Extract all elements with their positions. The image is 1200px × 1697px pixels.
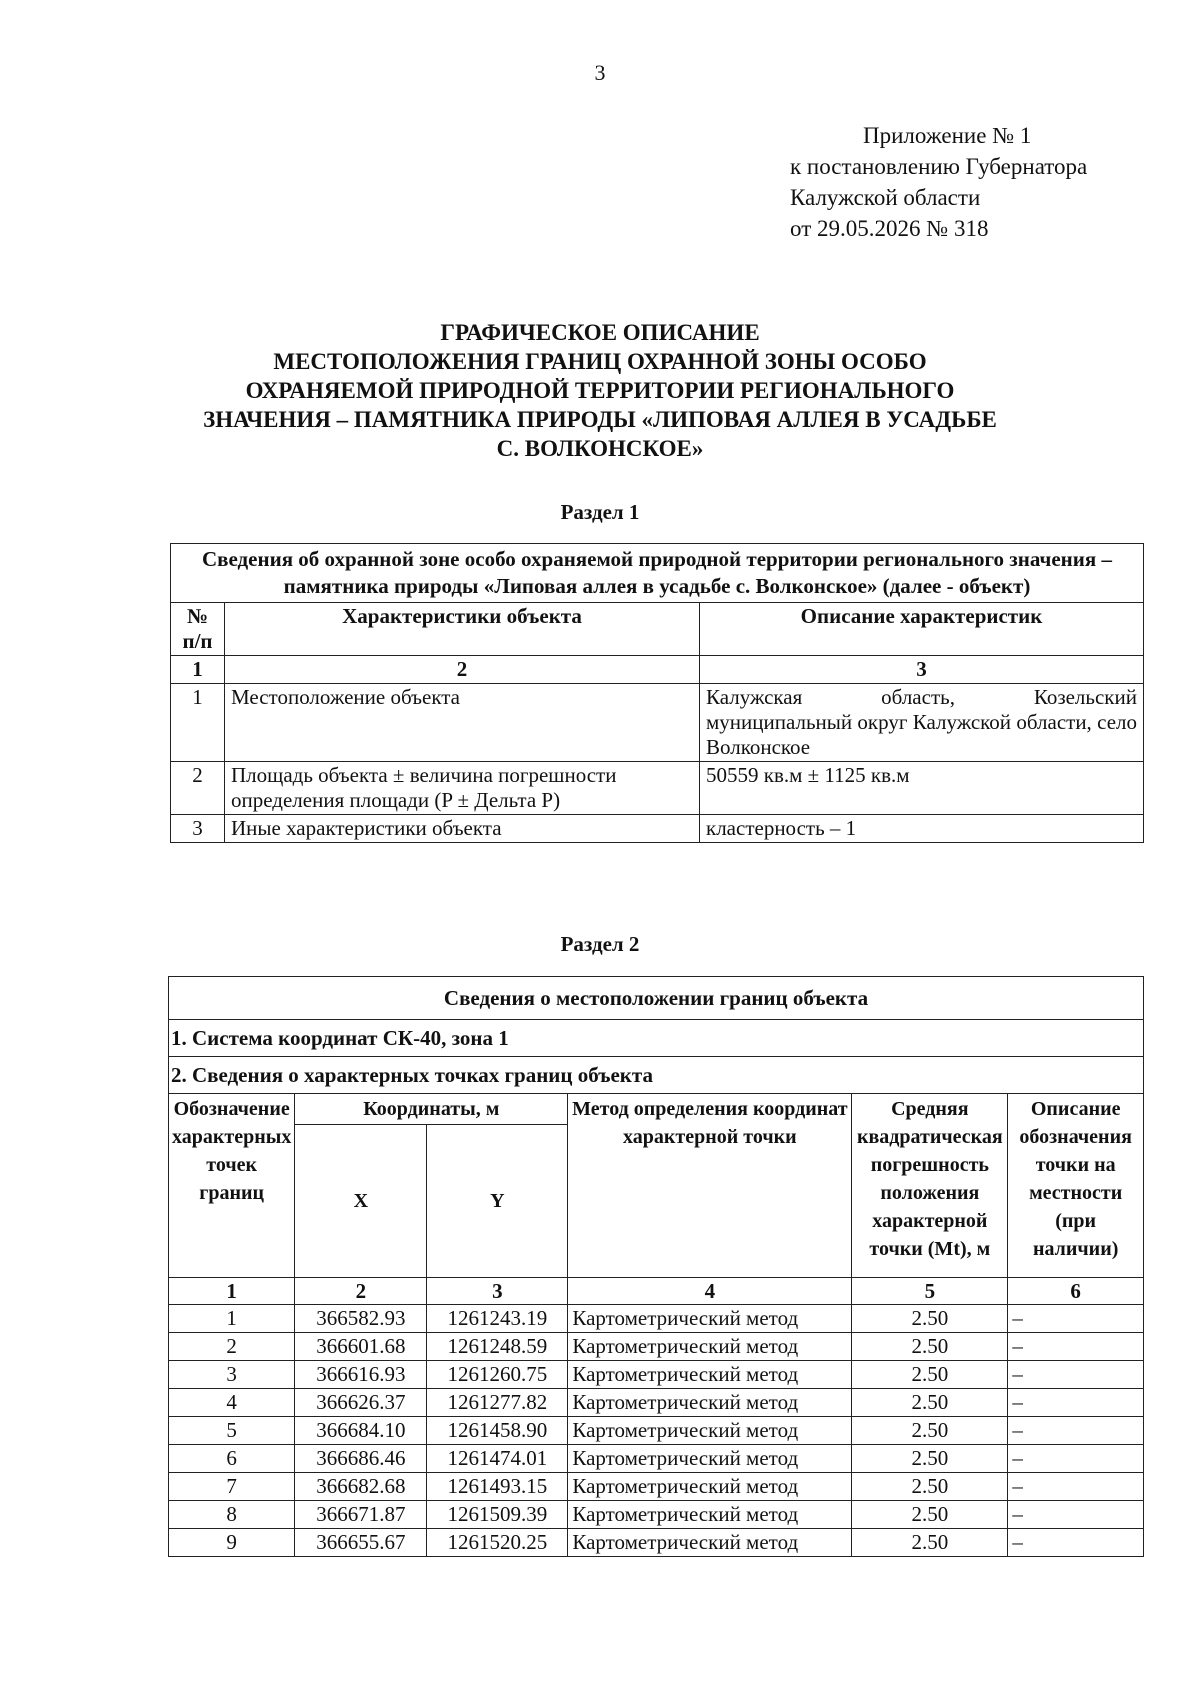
point-number: 1 [169, 1305, 295, 1333]
method: Картометрический метод [568, 1333, 852, 1361]
header-method: Метод определения координат характерной точки [568, 1094, 852, 1278]
method: Картометрический метод [568, 1305, 852, 1333]
point-number: 5 [169, 1417, 295, 1445]
title-line-2: МЕСТОПОЛОЖЕНИЯ ГРАНИЦ ОХРАННОЙ ЗОНЫ ОСОБО [273, 349, 927, 374]
row-characteristic: Иные характеристики объекта [225, 815, 700, 843]
point-description: – [1008, 1333, 1144, 1361]
method: Картометрический метод [568, 1529, 852, 1557]
coord-y: 1261509.39 [427, 1501, 568, 1529]
table-row [169, 1445, 1144, 1473]
table-row [169, 1305, 1144, 1333]
row-description: 50559 кв.м ± 1125 кв.м [700, 762, 1144, 815]
title-line-3: ОХРАНЯЕМОЙ ПРИРОДНОЙ ТЕРРИТОРИИ РЕГИОНАЛЬНОГО [245, 378, 955, 403]
points-heading: 2. Сведения о характерных точках границ объекта [169, 1057, 1144, 1094]
method: Картометрический метод [568, 1473, 852, 1501]
point-number: 2 [169, 1333, 295, 1361]
header-error: Средняя квадратическая погрешность положения характерной точки (Mt), м [852, 1094, 1008, 1278]
index-cell: 5 [852, 1278, 1008, 1305]
appendix-line-3: Калужской области [790, 185, 981, 210]
table-row [171, 815, 1144, 843]
appendix-line-1: Приложение № 1 [863, 123, 1032, 148]
mt-value: 2.50 [852, 1445, 1008, 1473]
section-1-table [170, 543, 1144, 843]
point-description: – [1008, 1305, 1144, 1333]
point-number: 6 [169, 1445, 295, 1473]
method: Картометрический метод [568, 1501, 852, 1529]
table-row [171, 684, 1144, 762]
point-number: 8 [169, 1501, 295, 1529]
index-cell: 1 [169, 1278, 295, 1305]
coordinate-system: 1. Система координат СК-40, зона 1 [169, 1020, 1144, 1057]
coord-x: 366582.93 [295, 1305, 427, 1333]
coord-x: 366682.68 [295, 1473, 427, 1501]
appendix-line-2: к постановлению Губернатора [790, 154, 1088, 179]
method: Картометрический метод [568, 1361, 852, 1389]
coord-y: 1261520.25 [427, 1529, 568, 1557]
point-description: – [1008, 1417, 1144, 1445]
mt-value: 2.50 [852, 1417, 1008, 1445]
table-row [171, 762, 1144, 815]
point-description: – [1008, 1501, 1144, 1529]
method: Картометрический метод [568, 1389, 852, 1417]
point-number: 3 [169, 1361, 295, 1389]
row-number: 3 [171, 815, 225, 843]
mt-value: 2.50 [852, 1473, 1008, 1501]
appendix-block [790, 120, 1087, 244]
section-2-caption: Сведения о местоположении границ объекта [169, 977, 1144, 1020]
mt-value: 2.50 [852, 1361, 1008, 1389]
table-row [169, 1473, 1144, 1501]
coord-y: 1261474.01 [427, 1445, 568, 1473]
method: Картометрический метод [568, 1445, 852, 1473]
table-row [169, 1417, 1144, 1445]
header-y: Y [427, 1125, 568, 1278]
section-1-caption: Сведения об охранной зоне особо охраняемой природной территории регионального значения – памятника природы «Липовая аллея в усадьбе с. Волконское» (далее - объект) [171, 544, 1144, 603]
row-characteristic: Местоположение объекта [225, 684, 700, 762]
mt-value: 2.50 [852, 1529, 1008, 1557]
appendix-line-4: от 29.05.2026 № 318 [790, 216, 989, 241]
table-row [169, 1361, 1144, 1389]
table-row [169, 1333, 1144, 1361]
mt-value: 2.50 [852, 1501, 1008, 1529]
coord-x: 366686.46 [295, 1445, 427, 1473]
header-point-description: Описание обозначения точки на местности (при наличии) [1008, 1094, 1144, 1278]
row-number: 2 [171, 762, 225, 815]
table-row [169, 1529, 1144, 1557]
mt-value: 2.50 [852, 1333, 1008, 1361]
section-1-heading: Раздел 1 [560, 500, 640, 524]
coord-x: 366684.10 [295, 1417, 427, 1445]
row-description: кластерность – 1 [700, 815, 1144, 843]
header-coordinates: Координаты, м [295, 1094, 568, 1125]
coord-y: 1261458.90 [427, 1417, 568, 1445]
method: Картометрический метод [568, 1417, 852, 1445]
coord-x: 366601.68 [295, 1333, 427, 1361]
coord-x: 366616.93 [295, 1361, 427, 1389]
index-cell: 2 [295, 1278, 427, 1305]
title-line-1: ГРАФИЧЕСКОЕ ОПИСАНИЕ [440, 320, 760, 345]
index-cell: 4 [568, 1278, 852, 1305]
coord-x: 366671.87 [295, 1501, 427, 1529]
row-number: 1 [171, 684, 225, 762]
document-title [160, 318, 1040, 463]
page-number: 3 [594, 60, 606, 85]
header-x: X [295, 1125, 427, 1278]
index-cell: 1 [171, 656, 225, 684]
section-2-heading: Раздел 2 [560, 932, 640, 956]
point-number: 9 [169, 1529, 295, 1557]
header-number: № п/п [171, 603, 225, 656]
header-point: Обозначение характерных точек границ [169, 1094, 295, 1278]
point-description: – [1008, 1529, 1144, 1557]
index-cell: 3 [427, 1278, 568, 1305]
row-description: Калужская область, Козельский муниципальный округ Калужской области, село Волконское [700, 684, 1144, 762]
mt-value: 2.50 [852, 1389, 1008, 1417]
coord-y: 1261248.59 [427, 1333, 568, 1361]
point-number: 4 [169, 1389, 295, 1417]
coord-x: 366655.67 [295, 1529, 427, 1557]
coord-x: 366626.37 [295, 1389, 427, 1417]
coord-y: 1261493.15 [427, 1473, 568, 1501]
header-description: Описание характеристик [700, 603, 1144, 656]
title-line-5: С. ВОЛКОНСКОЕ» [496, 436, 704, 461]
row-characteristic: Площадь объекта ± величина погрешности определения площади (P ± Дельта P) [225, 762, 700, 815]
header-characteristic: Характеристики объекта [225, 603, 700, 656]
index-cell: 6 [1008, 1278, 1144, 1305]
index-cell: 3 [700, 656, 1144, 684]
mt-value: 2.50 [852, 1305, 1008, 1333]
coord-y: 1261243.19 [427, 1305, 568, 1333]
coord-y: 1261260.75 [427, 1361, 568, 1389]
coord-y: 1261277.82 [427, 1389, 568, 1417]
table-row [169, 1501, 1144, 1529]
point-description: – [1008, 1473, 1144, 1501]
point-description: – [1008, 1445, 1144, 1473]
point-number: 7 [169, 1473, 295, 1501]
section-2-table [168, 976, 1144, 1557]
title-line-4: ЗНАЧЕНИЯ – ПАМЯТНИКА ПРИРОДЫ «ЛИПОВАЯ АЛЛЕЯ В УСАДЬБЕ [203, 407, 997, 432]
point-description: – [1008, 1389, 1144, 1417]
table-row [169, 1389, 1144, 1417]
index-cell: 2 [225, 656, 700, 684]
point-description: – [1008, 1361, 1144, 1389]
